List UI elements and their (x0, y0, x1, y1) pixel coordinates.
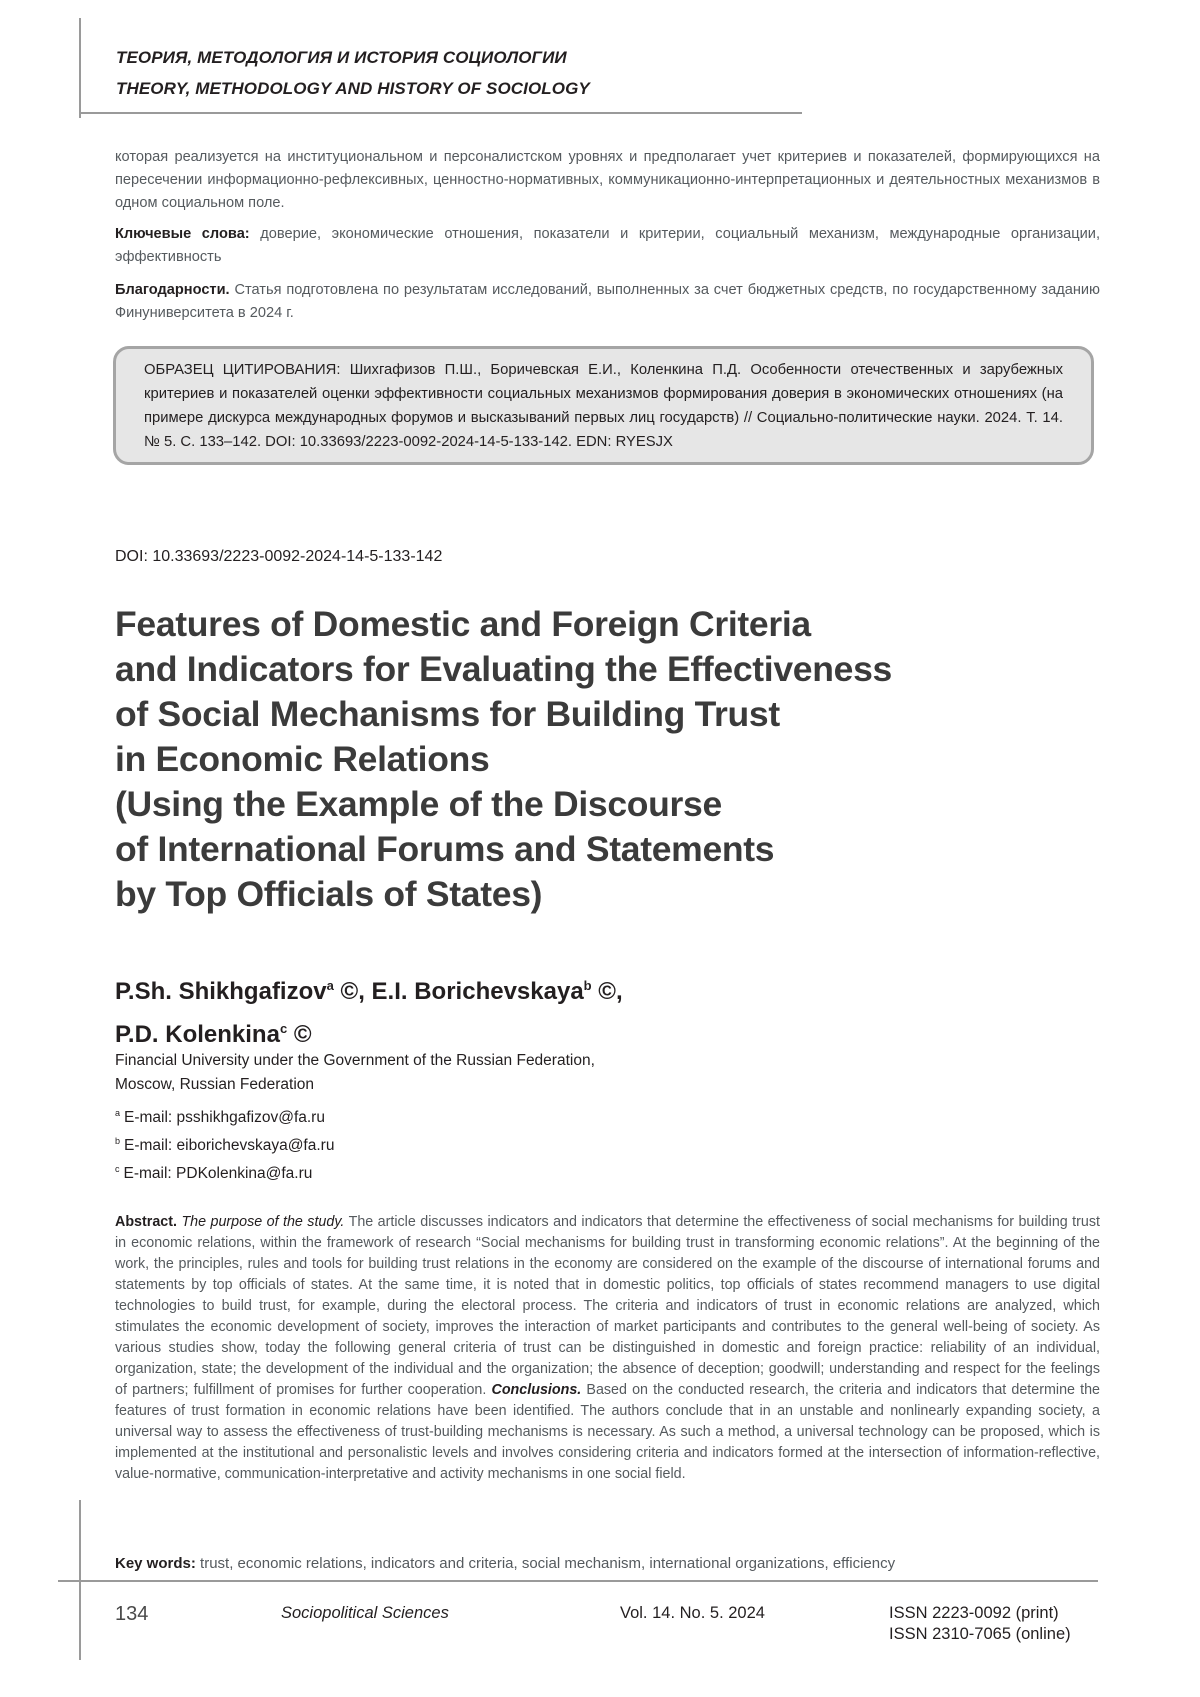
title-line: of Social Mechanisms for Building Trust (115, 694, 780, 734)
title-line: of International Forums and Statements (115, 829, 775, 869)
article-title (115, 602, 1015, 917)
email-line (115, 1108, 325, 1127)
author-name: E.I. Borichevskaya (371, 978, 584, 1005)
author-affiliation-mark: a (326, 978, 334, 993)
ru-keywords (115, 223, 1100, 269)
ru-thanks-text: Статья подготовлена по результатам исследований, выполненных за счет бюджетных средств, по государственному заданию Финуниверситета в 2024 г. (115, 282, 1100, 321)
author-name: P.Sh. Shikhgafizov (115, 978, 327, 1005)
email-link[interactable]: E-mail: eiborichevskaya@fa.ru (124, 1137, 335, 1154)
email-mark: a (115, 1108, 121, 1118)
affiliation-line: Financial University under the Government of the Russian Federation, (115, 1052, 595, 1069)
title-line: in Economic Relations (115, 739, 490, 779)
email-mark: c (115, 1164, 120, 1174)
abstract-en (115, 1212, 1100, 1485)
footer-horizontal-rule (58, 1580, 1098, 1582)
author-affiliation-mark: b (583, 978, 592, 993)
orcid-icon[interactable]: © (598, 978, 616, 1005)
authors-line-1: P.Sh. Shikhgafizov$^a$ ©, E.I. Borichevskaya$^b$ ©, (115, 978, 623, 1005)
doi-line: DOI: 10.33693/2223-0092-2024-14-5-133-142 (115, 548, 443, 565)
keywords-en-text: trust, economic relations, indicators and criteria, social mechanism, international organizations, efficiency (200, 1555, 896, 1572)
issn-block (889, 1603, 1071, 1645)
author-affiliation-mark: c (279, 1021, 288, 1036)
issn-print: ISSN 2223-0092 (print) (889, 1604, 1059, 1622)
keywords-en-label: Key words: (115, 1555, 196, 1572)
affiliation-line: Moscow, Russian Federation (115, 1076, 315, 1093)
ru-keywords-label: Ключевые слова: (115, 226, 250, 242)
ru-abstract-tail: которая реализуется на институциональном и персоналистском уровнях и предполагает учет критериев и показателей, формирующихся на пересечении информационно-рефлексивных, ценностно-нормативных, коммуникационно-интерпретационных и деятельностных механизмов в одном социальном поле. (115, 149, 1100, 211)
section-title-en: THEORY, METHODOLOGY AND HISTORY OF SOCIOLOGY (116, 79, 590, 98)
title-line: by Top Officials of States) (115, 874, 543, 914)
title-line: and Indicators for Evaluating the Effectiveness (115, 649, 892, 689)
citation-text: ОБРАЗЕЦ ЦИТИРОВАНИЯ: Шихгафизов П.Ш., Боричевская Е.И., Коленкина П.Д. Особенности отечественных и зарубежных критериев и показателей оценки эффективности социальных механизмов формирования доверия в экономических отношениях (на примере дискурса международных форумов и высказываний первых лиц государств) // Социально-политические науки. 2024. Т. 14. № 5. С. 133–142. DOI: 10.33693/2223-0092-2024-14-5-133-142. EDN: RYESJX (144, 362, 1063, 450)
ru-acknowledgements (115, 279, 1100, 325)
abstract-purpose-label: The purpose of the study. (181, 1214, 345, 1230)
page-number: 134 (115, 1603, 149, 1625)
abstract-conclusions-text: Based on the conducted research, the criteria and indicators that determine the features of trust formation in economic relations have been identified. The authors conclude that in an unstable and nonlinearly expanding society, a universal way to assess the effectiveness of trust-building mechanisms is necessary. As such a method, a universal technology can be proposed, which is implemented at the institutional and personalistic levels and involves considering criteria and indicators formed at the intersection of information-reflective, value-normative, communication-interpretative and activity mechanisms in one social field. (115, 1382, 1100, 1482)
email-link[interactable]: E-mail: psshikhgafizov@fa.ru (124, 1109, 325, 1126)
issn-online: ISSN 2310-7065 (online) (889, 1625, 1071, 1643)
abstract-purpose-text: The article discusses indicators and indicators that determine the effectiveness of social mechanisms for building trust in economic relations, within the framework of research “Social mechanisms for building trust in transforming economic relations”. At the beginning of the work, the principles, rules and tools for building trust relations in the economy are considered on the example of the discourse of international forums and statements by top officials of states. At the same time, it is noted that in domestic politics, top officials of states recommend managers to use digital technologies to build trust, for example, during the electoral process. The criteria and indicators of trust in economic relations are analyzed, which stimulates the economic development of society, improves the interaction of market participants and contributes to the general well-being of society. As various studies show, today the following general criteria of trust can be distinguished in domestic and foreign practice: reliability of an individual, organization, state; the development of the individual and the organization; the absence of deception; goodwill; understanding and respect for the feelings of partners; fulfillment of promises for further cooperation. (115, 1214, 1100, 1398)
ru-thanks-label: Благодарности. (115, 282, 230, 298)
email-line (115, 1164, 312, 1183)
ru-keywords-text: доверие, экономические отношения, показатели и критерии, социальный механизм, международные организации, эффективность (115, 226, 1101, 265)
title-line: Features of Domestic and Foreign Criteria (115, 604, 811, 644)
keywords-en (115, 1555, 1100, 1572)
email-link[interactable]: E-mail: PDKolenkina@fa.ru (123, 1165, 313, 1182)
email-mark: b (115, 1136, 121, 1146)
citation-box (113, 346, 1094, 465)
title-line: (Using the Example of the Discourse (115, 784, 722, 824)
header-vertical-rule (79, 18, 81, 118)
email-line (115, 1136, 334, 1155)
abstract-conclusions-label: Conclusions. (491, 1382, 582, 1398)
orcid-icon[interactable]: © (340, 978, 359, 1005)
affiliation (115, 1049, 595, 1097)
author-name: P.D. Kolenkina (115, 1021, 280, 1048)
header-horizontal-rule (79, 112, 802, 114)
volume-issue: Vol. 14. No. 5. 2024 (620, 1604, 765, 1622)
orcid-icon[interactable]: © (293, 1021, 312, 1048)
journal-name: Sociopolitical Sciences (281, 1604, 449, 1622)
authors-line-2 (115, 1010, 623, 1053)
abstract-label: Abstract. (115, 1214, 177, 1230)
section-title-ru: ТЕОРИЯ, МЕТОДОЛОГИЯ И ИСТОРИЯ СОЦИОЛОГИИ (116, 48, 567, 67)
authors-block (115, 967, 623, 1053)
